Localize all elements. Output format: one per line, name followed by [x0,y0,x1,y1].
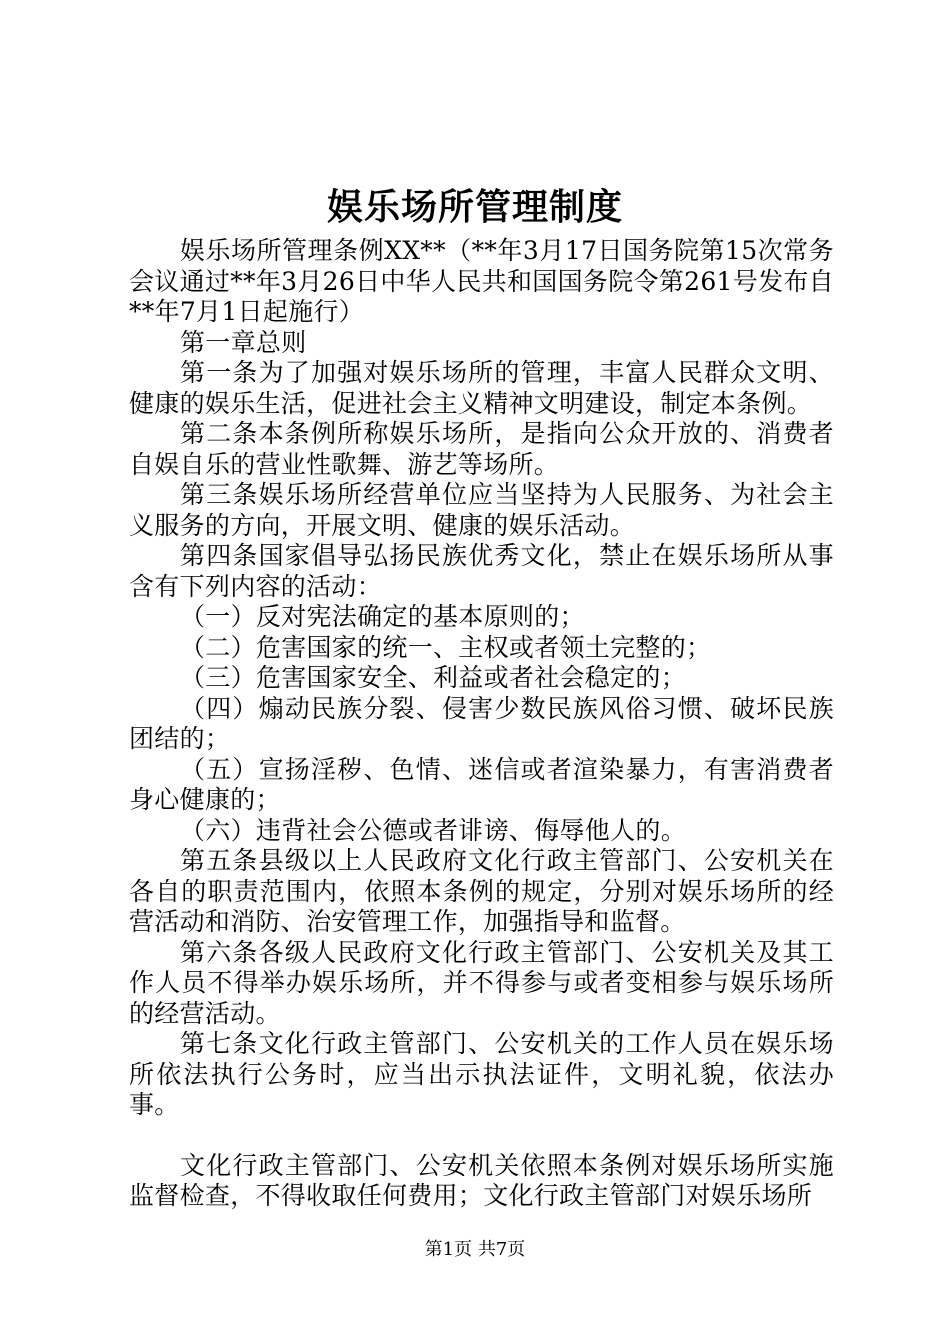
list-item-3: （三）危害国家安全、利益或者社会稳定的； [180,663,687,692]
article-4-paragraph: 第四条国家倡导弘扬民族优秀文化，禁止在娱乐场所从事含有下列内容的活动： [129,541,834,601]
chapter-heading: 第一章总则 [180,327,307,357]
list-item-4: （四）煽动民族分裂、侵害少数民族风俗习惯、破坏民族团结的； [129,693,834,753]
article-7-paragraph: 第七条文化行政主管部门、公安机关的工作人员在娱乐场所依法执行公务时，应当出示执法证件，文明礼貌，依法办事。 [129,1029,834,1119]
preamble-paragraph: 娱乐场所管理条例XX**（**年3月17日国务院第15次常务会议通过**年3月26日中华人民共和国国务院令第261号发布自**年7月1日起施行） [129,236,834,326]
supervision-paragraph: 文化行政主管部门、公安机关依照本条例对娱乐场所实施监督检查，不得收取任何费用；文化行政主管部门对娱乐场所 [129,1150,834,1210]
article-1-paragraph: 第一条为了加强对娱乐场所的管理，丰富人民群众文明、健康的娱乐生活，促进社会主义精神文明建设，制定本条例。 [129,358,834,418]
article-6-paragraph: 第六条各级人民政府文化行政主管部门、公安机关及其工作人员不得举办娱乐场所，并不得参与或者变相参与娱乐场所的经营活动。 [129,937,834,1028]
list-item-5: （五）宣扬淫秽、色情、迷信或者渲染暴力，有害消费者身心健康的； [129,754,834,814]
article-3-paragraph: 第三条娱乐场所经营单位应当坚持为人民服务、为社会主义服务的方向，开展文明、健康的娱乐活动。 [129,480,834,540]
article-5-paragraph: 第五条县级以上人民政府文化行政主管部门、公安机关在各自的职责范围内，依照本条例的规定，分别对娱乐场所的经营活动和消防、治安管理工作，加强指导和监督。 [129,846,834,936]
article-2-paragraph: 第二条本条例所称娱乐场所，是指向公众开放的、消费者自娱自乐的营业性歌舞、游艺等场所。 [129,419,834,479]
document-body [129,236,834,1212]
document-title: 娱乐场所管理制度 [326,186,623,228]
list-item-6: （六）违背社会公德或者诽谤、侮辱他人的。 [180,815,687,845]
page-number-footer: 第1页 共7页 [424,1239,526,1260]
list-item-1: （一）反对宪法确定的基本原则的； [180,602,585,631]
list-item-2: （二）危害国家的统一、主权或者领土完整的； [180,632,712,662]
